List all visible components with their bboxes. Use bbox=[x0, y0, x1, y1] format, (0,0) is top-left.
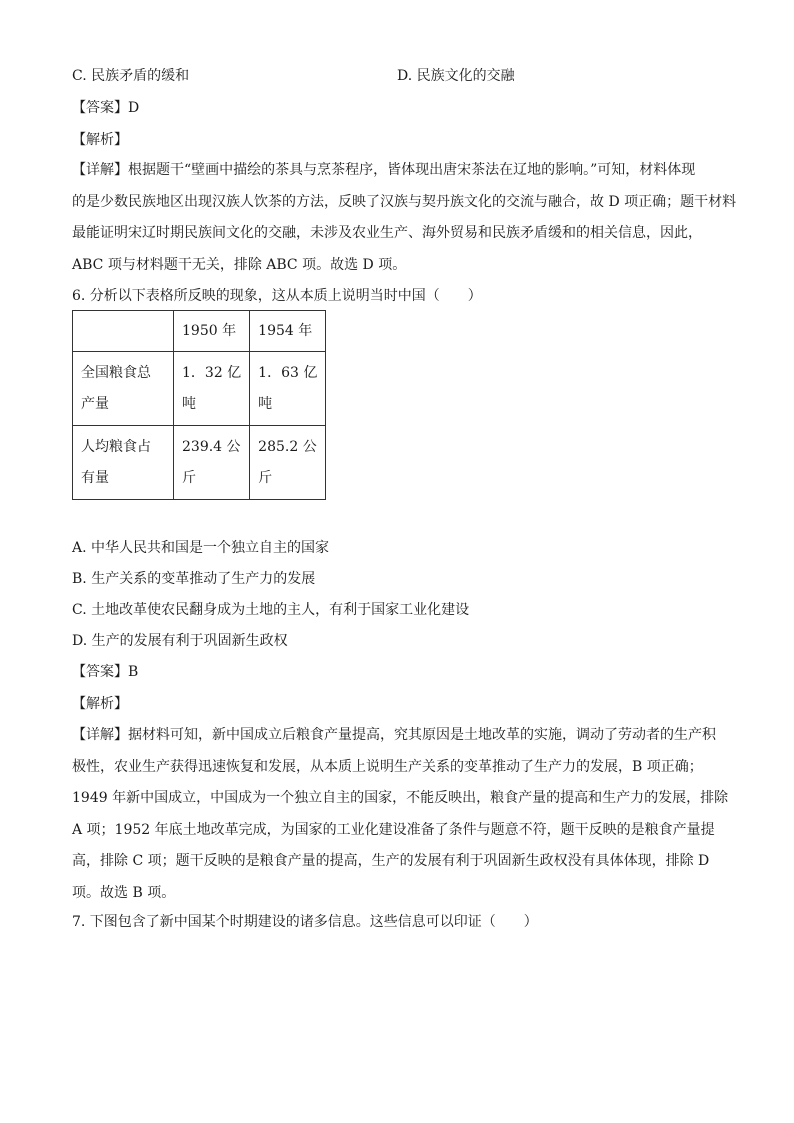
cell-line: 有量 bbox=[81, 469, 109, 486]
cell-line: 1．63 亿 bbox=[258, 364, 318, 381]
q5-detail-line: 最能证明宋辽时期民族间文化的交融，未涉及农业生产、海外贸易和民族矛盾缓和的相关信息，因此， bbox=[72, 225, 702, 241]
cell-line: 斤 bbox=[258, 469, 273, 486]
q6-option-c: C. 土地改革使农民翻身成为土地的主人，有利于国家工业化建设 bbox=[72, 602, 470, 618]
table-row-label bbox=[73, 352, 174, 426]
table-row bbox=[73, 426, 326, 500]
table-header-cell: 1954 年 bbox=[250, 311, 326, 352]
q6-option-b: B. 生产关系的变革推动了生产力的发展 bbox=[72, 571, 316, 587]
cell-line: 285.2 公 bbox=[258, 438, 317, 455]
cell-line: 产量 bbox=[81, 395, 109, 412]
q6-detail-line: 项。故选 B 项。 bbox=[72, 884, 176, 901]
cell-line: 吨 bbox=[258, 395, 273, 412]
q6-analysis-heading: 【解析】 bbox=[72, 696, 128, 712]
q6-detail-line: 1949 年新中国成立，中国成为一个独立自主的国家，不能反映出，粮食产量的提高和生产力的发展，排除 bbox=[72, 790, 729, 806]
q5-analysis-heading: 【解析】 bbox=[72, 132, 128, 148]
q5-detail-line: 的是少数民族地区出现汉族人饮茶的方法，反映了汉族与契丹族文化的交流与融合，故 D 项正确；题干材料 bbox=[72, 193, 737, 210]
q6-option-d: D. 生产的发展有利于巩固新生政权 bbox=[72, 633, 288, 649]
q5-detail bbox=[72, 160, 737, 286]
q6-detail-line: 【详解】据材料可知，新中国成立后粮食产量提高，究其原因是土地改革的实施，调动了劳动者的生产积 bbox=[72, 727, 716, 743]
q6-stem: 6. 分析以下表格所反映的现象，这从本质上说明当时中国（ ） bbox=[72, 288, 482, 304]
table-cell bbox=[174, 352, 250, 426]
table-cell bbox=[250, 352, 326, 426]
q5-option-d: D. 民族文化的交融 bbox=[397, 68, 515, 84]
q5-answer: 【答案】D bbox=[72, 100, 140, 116]
table-cell bbox=[174, 426, 250, 500]
cell-line: 吨 bbox=[182, 395, 196, 412]
q7-stem: 7. 下图包含了新中国某个时期建设的诸多信息。这些信息可以印证（ ） bbox=[72, 914, 538, 930]
q6-option-a: A. 中华人民共和国是一个独立自主的国家 bbox=[72, 540, 330, 556]
q5-option-c: C. 民族矛盾的缓和 bbox=[72, 68, 190, 84]
q5-detail-line: ABC 项与材料题干无关，排除 ABC 项。故选 D 项。 bbox=[72, 256, 407, 273]
cell-line: 1．32 亿 bbox=[182, 364, 242, 381]
q6-detail bbox=[72, 725, 729, 914]
q6-detail-line: A 项；1952 年底土地改革完成，为国家的工业化建设准备了条件与题意不符，题干反映的是粮食产量提 bbox=[72, 821, 715, 838]
table-header-row bbox=[73, 311, 326, 352]
cell-line: 全国粮食总 bbox=[81, 364, 151, 381]
table-header-cell bbox=[73, 311, 174, 352]
cell-line: 人均粮食占 bbox=[81, 438, 151, 455]
q6-detail-line: 高，排除 C 项；题干反映的是粮食产量的提高，生产的发展有利于巩固新生政权没有具体体现，排除 D bbox=[72, 853, 710, 869]
q6-answer: 【答案】B bbox=[72, 664, 139, 680]
table-row bbox=[73, 352, 326, 426]
table-row-label bbox=[73, 426, 174, 500]
table-header-cell: 1950 年 bbox=[174, 311, 250, 352]
q6-detail-line: 极性，农业生产获得迅速恢复和发展，从本质上说明生产关系的变革推动了生产力的发展，B 项正确； bbox=[72, 758, 703, 775]
grain-table bbox=[72, 310, 326, 500]
table-cell bbox=[250, 426, 326, 500]
q5-detail-line: 【详解】根据题干“壁画中描绘的茶具与烹茶程序，皆体现出唐宋茶法在辽地的影响。”可知，材料体现 bbox=[72, 162, 696, 178]
cell-line: 239.4 公 bbox=[182, 438, 241, 455]
cell-line: 斤 bbox=[182, 469, 196, 486]
